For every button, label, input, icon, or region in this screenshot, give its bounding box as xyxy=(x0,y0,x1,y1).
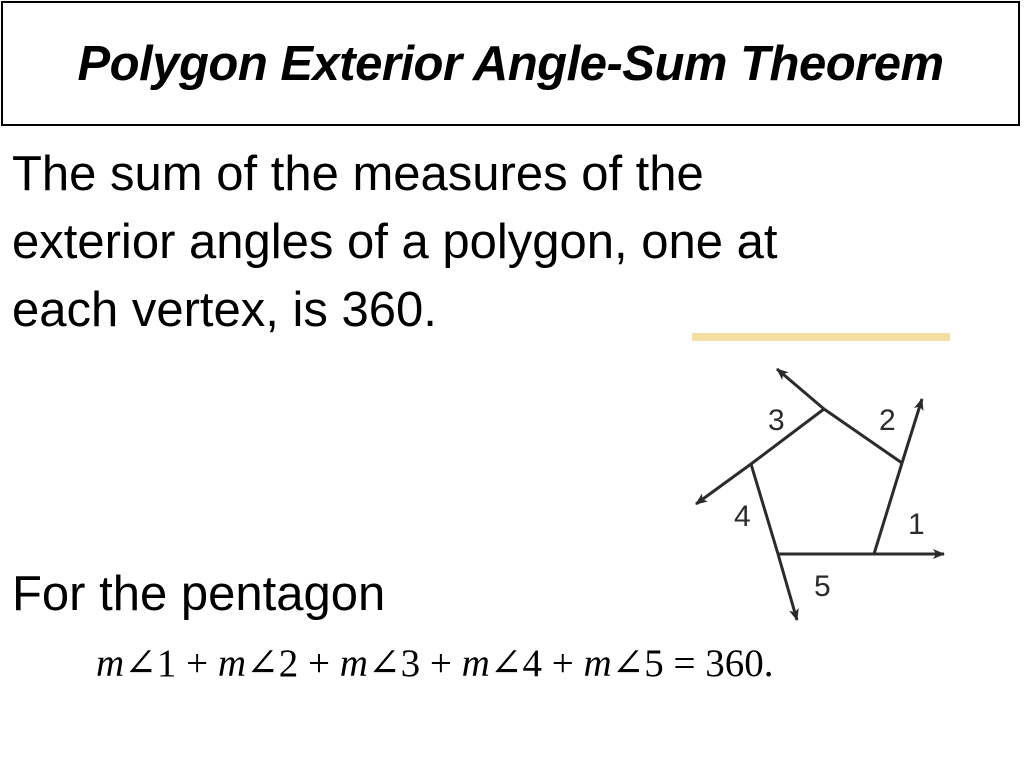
plus-operator: + xyxy=(307,642,330,685)
angle-label-4: 4 xyxy=(734,500,751,533)
angle-symbol: ∠ xyxy=(367,642,401,685)
exterior-ray-5 xyxy=(778,554,797,620)
plus-operator: + xyxy=(186,642,209,685)
plus-operator: + xyxy=(429,642,452,685)
plus-operator: + xyxy=(551,642,574,685)
angle-label-3: 3 xyxy=(768,404,785,437)
measure-symbol: m xyxy=(339,642,368,685)
angle-number: 3 xyxy=(400,642,421,685)
pentagon-figure xyxy=(684,326,960,630)
angle-symbol: ∠ xyxy=(611,642,645,685)
angle-number: 4 xyxy=(522,642,542,685)
pentagon-side xyxy=(874,463,902,554)
statement-line: exterior angles of a polygon, one at xyxy=(12,215,778,269)
pentagon-intro: For the pentagon xyxy=(12,567,386,621)
angle-number: 2 xyxy=(278,642,299,685)
statement-line: The sum of the measures of the xyxy=(12,147,704,201)
angle-number: 1 xyxy=(156,642,177,685)
pentagon-side xyxy=(751,409,824,464)
angle-label-5: 5 xyxy=(814,570,831,603)
angle-symbol: ∠ xyxy=(246,642,279,685)
angle-label-2: 2 xyxy=(879,404,896,437)
pentagon-diagram xyxy=(684,326,960,630)
measure-symbol: m xyxy=(583,642,612,685)
sum-result: 360. xyxy=(705,642,774,685)
highlight-bar xyxy=(692,333,950,341)
angle-symbol: ∠ xyxy=(489,642,523,685)
slide-title: Polygon Exterior Angle-Sum Theorem xyxy=(77,36,944,91)
theorem-statement xyxy=(12,140,972,344)
angle-sum-equation xyxy=(96,640,774,688)
measure-symbol: m xyxy=(461,642,490,685)
measure-symbol: m xyxy=(217,642,247,685)
measure-symbol: m xyxy=(96,642,125,685)
exterior-ray-4 xyxy=(696,464,751,504)
angle-number: 5 xyxy=(644,642,664,685)
exterior-ray-2 xyxy=(902,399,922,463)
angle-label-1: 1 xyxy=(908,508,925,541)
angle-symbol: ∠ xyxy=(124,642,157,685)
statement-line: each vertex, is 360. xyxy=(12,283,437,337)
title-box xyxy=(1,1,1020,126)
exterior-ray-3 xyxy=(777,369,824,409)
pentagon-side xyxy=(751,464,778,554)
equals-sign: = xyxy=(673,642,696,685)
